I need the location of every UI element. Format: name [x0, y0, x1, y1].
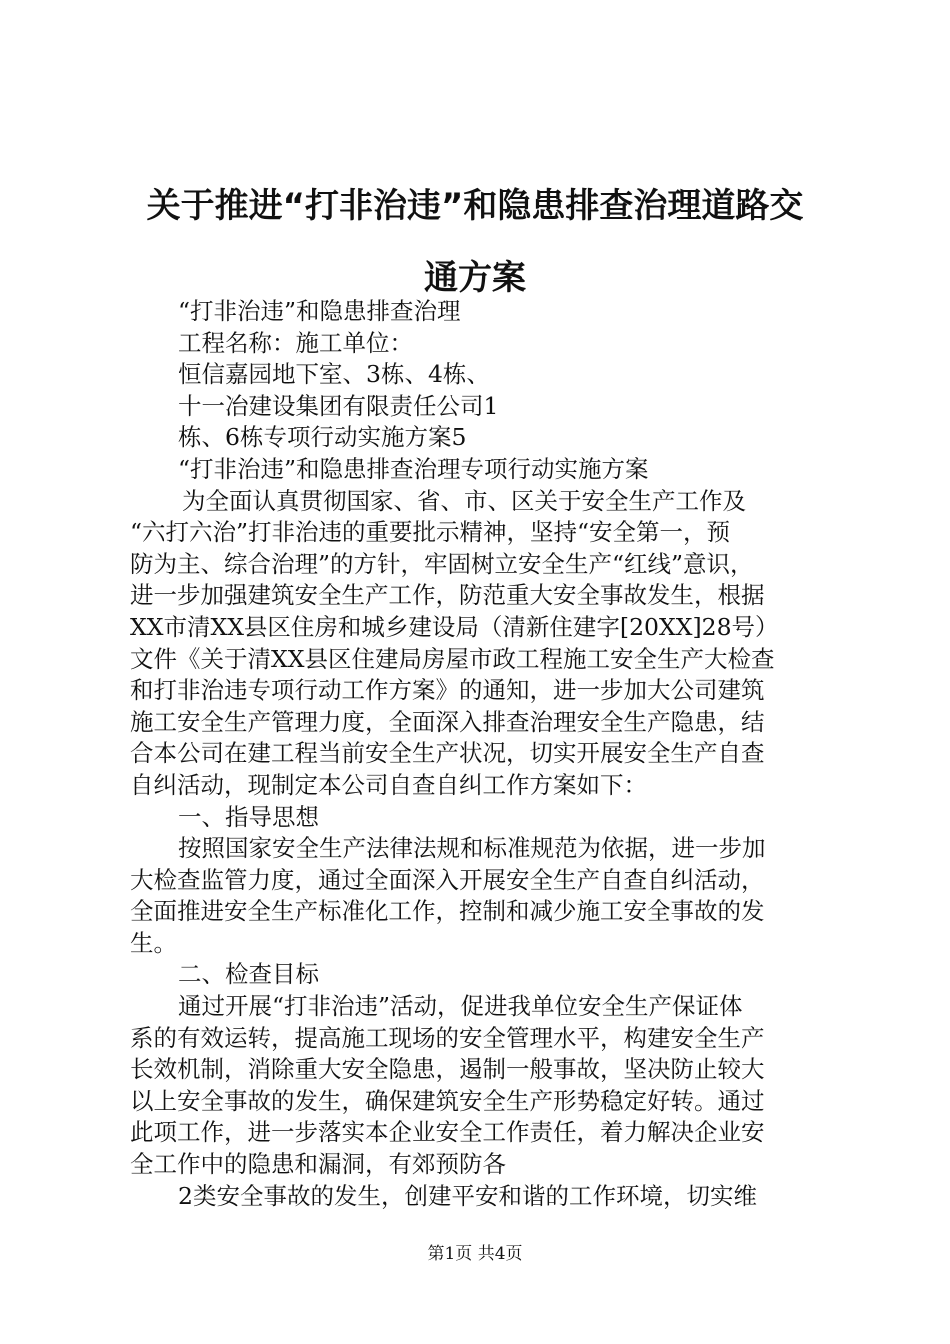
text-line: 合本公司在建工程当前安全生产状况，切实开展安全生产自查	[130, 739, 765, 768]
text-line: 十一冶建设集团有限责任公司1	[178, 391, 499, 420]
text-line: 此项工作，进一步落实本企业安全工作责任，着力解决企业安	[130, 1118, 765, 1147]
text-line: 工程名称：施工单位：	[178, 328, 413, 357]
text-line: 二、检查目标	[178, 960, 319, 989]
text-line: 生。	[130, 928, 177, 957]
text-line: 长效机制，消除重大安全隐患，遏制一般事故，坚决防止较大	[130, 1055, 765, 1084]
text-line: 防为主、综合治理”的方针，牢固树立安全生产“红线”意识，	[130, 549, 754, 578]
text-line: 和打非治违专项行动工作方案》的通知，进一步加大公司建筑	[130, 676, 765, 705]
text-line: 自纠活动，现制定本公司自查自纠工作方案如下：	[130, 770, 647, 799]
text-line: 按照国家安全生产法律法规和标准规范为依据，进一步加	[178, 834, 766, 863]
text-line: 一、指导思想	[178, 802, 319, 831]
text-line: 通过开展“打非治违”活动，促进我单位安全生产保证体	[178, 992, 743, 1021]
document-title	[100, 170, 850, 314]
text-line: 全面推进安全生产标准化工作，控制和减少施工安全事故的发	[130, 897, 765, 926]
document-body	[130, 296, 830, 1212]
text-line: “六打六治”打非治违的重要批示精神，坚持“安全第一，预	[130, 518, 731, 547]
document-title-line-2: 通方案	[424, 258, 526, 298]
text-line: 进一步加强建筑安全生产工作，防范重大安全事故发生，根据	[130, 581, 765, 610]
text-line: 以上安全事故的发生，确保建筑安全生产形势稳定好转。通过	[130, 1086, 765, 1115]
text-line: 施工安全生产管理力度，全面深入排查治理安全生产隐患，结	[130, 707, 765, 736]
page-footer: 第1页 共4页	[427, 1244, 523, 1264]
text-line: “打非治违”和隐患排查治理	[178, 297, 461, 325]
text-line: 恒信嘉园地下室、3栋、4栋、	[178, 360, 490, 389]
text-line: 文件《关于清XX县区住建局房屋市政工程施工安全生产大检查	[130, 644, 775, 673]
text-line: “打非治违”和隐患排查治理专项行动实施方案	[178, 454, 649, 483]
text-line: XX市清XX县区住房和城乡建设局（清新住建字[20XX]28号）	[130, 612, 779, 641]
text-line: 2类安全事故的发生，创建平安和谐的工作环境，切实维	[178, 1181, 757, 1210]
text-line: 全工作中的隐患和漏洞，有郊预防各	[130, 1150, 506, 1179]
text-line: 为全面认真贯彻国家、省、市、区关于安全生产工作及	[182, 486, 746, 515]
text-line: 栋、6栋专项行动实施方案5	[178, 423, 467, 452]
document-title-line-1: 关于推进“打非治违”和隐患排查治理道路交	[146, 186, 804, 226]
text-line: 大检查监管力度，通过全面深入开展安全生产自查自纠活动，	[130, 865, 765, 894]
text-line: 系的有效运转，提高施工现场的安全管理水平，构建安全生产	[130, 1023, 765, 1052]
